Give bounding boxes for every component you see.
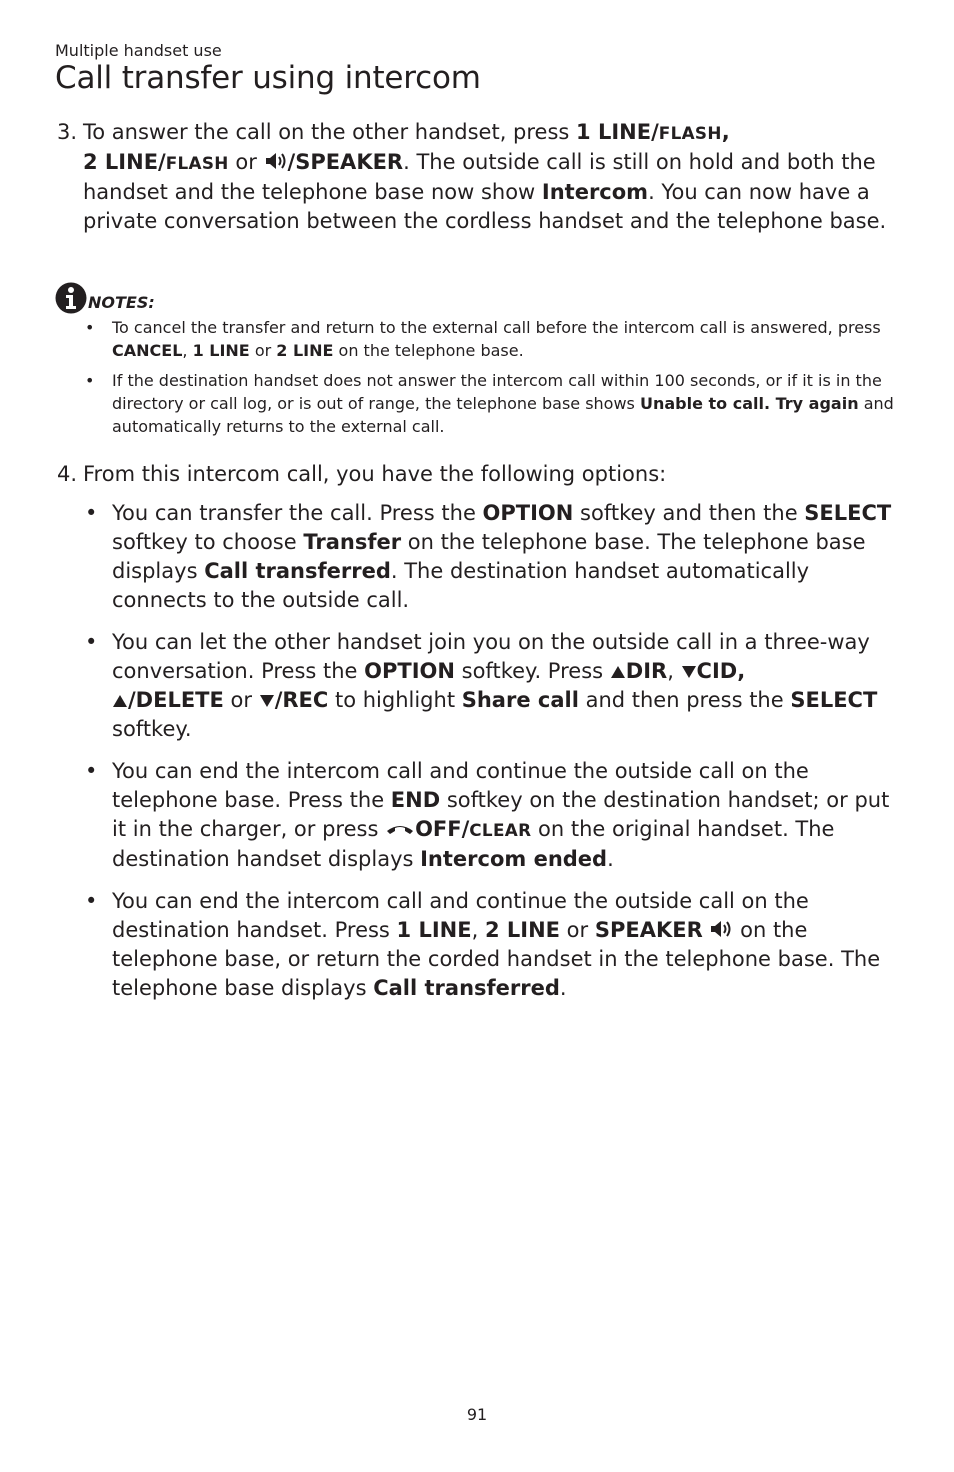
text: and automatically returns to the external call. (112, 394, 894, 436)
phone-hangup-icon (385, 822, 415, 838)
text: . The destination handset automatically connects to the outside call. (112, 559, 810, 612)
separator: , (667, 659, 681, 683)
key-cid-label: CID (696, 659, 738, 683)
text: You can end the intercom call and continue the outside call on the destination handset. Press (112, 889, 809, 942)
key-clear-label: CLEAR (469, 820, 532, 840)
text: To cancel the transfer and return to the external call before the intercom call is answered, press (112, 318, 881, 337)
key-select-label: SELECT (804, 501, 892, 525)
text: . You can now have a private conversation between the cordless handset and the telephone base. (83, 180, 887, 233)
key-delete-label: /DELETE (128, 688, 224, 712)
step-number: 4. (57, 462, 78, 486)
text: To answer the call on the other handset, press (83, 120, 577, 144)
key-2-line-label: 2 LINE (276, 341, 334, 360)
text: If the destination handset does not answer the intercom call within 100 seconds, or if it is in the directory or call log, or is out of range, the telephone base shows (112, 371, 882, 413)
key-flash-label: FLASH (165, 153, 229, 173)
text: . (607, 847, 614, 871)
step-text (57, 118, 909, 236)
key-option-label: OPTION (364, 659, 455, 683)
text: You can let the other handset join you on the outside call in a three-way conversation. Press the (112, 630, 870, 683)
key-end-label: END (390, 788, 441, 812)
display-call-transferred: Call transferred (204, 559, 391, 583)
bullet: • (85, 501, 98, 525)
text: . The outside call is still on hold and both the handset and the telephone base now show (83, 150, 876, 204)
info-icon (55, 282, 87, 314)
text: or (223, 688, 259, 712)
key-1-line-label: 1 LINE (396, 918, 472, 942)
step-3 (57, 118, 909, 236)
speaker-icon (709, 919, 733, 939)
note-item (55, 316, 909, 362)
key-speaker-label: /SPEAKER (287, 150, 404, 174)
key-2-line-label: 2 LINE (484, 918, 560, 942)
menu-transfer: Transfer (303, 530, 402, 554)
note-item (55, 369, 909, 438)
bullet: • (85, 759, 98, 783)
speaker-icon (264, 151, 288, 171)
display-intercom: Intercom (541, 180, 649, 204)
step-4 (57, 460, 909, 1016)
key-1-line-label: 1 LINE (192, 341, 250, 360)
step-intro: From this intercom call, you have the following options: (83, 462, 667, 486)
option-item (83, 628, 909, 744)
bullet: • (85, 371, 95, 390)
option-item (83, 499, 909, 615)
text: softkey and then the (573, 501, 805, 525)
text: You can transfer the call. Press the (112, 501, 483, 525)
menu-share-call: Share call (461, 688, 579, 712)
section-label: Multiple handset use (55, 41, 222, 60)
display-call-transferred: Call transferred (373, 976, 560, 1000)
up-arrow-icon (610, 664, 626, 680)
key-option-label: OPTION (482, 501, 574, 525)
text: or (249, 341, 277, 360)
key-2-line-label: 2 LINE/ (83, 150, 166, 174)
step-number: 3. (57, 120, 78, 144)
text: on the telephone base. (333, 341, 524, 360)
page-number: 91 (466, 1405, 488, 1424)
notes-section (55, 282, 909, 445)
bullet: • (85, 630, 98, 654)
display-intercom-ended: Intercom ended (420, 847, 608, 871)
separator: , (721, 120, 730, 144)
key-rec-label: /REC (274, 688, 329, 712)
key-flash-label: FLASH (658, 123, 722, 143)
text: or (560, 918, 595, 942)
key-cancel-label: CANCEL (112, 341, 183, 360)
notes-title: NOTES: (88, 293, 155, 312)
text: softkey. (112, 717, 192, 741)
separator: , (182, 341, 193, 360)
text: You can end the intercom call and continue the outside call on the telephone base. Press the (112, 759, 809, 812)
bullet: • (85, 889, 98, 913)
text: . (559, 976, 567, 1000)
text: to highlight (328, 688, 462, 712)
separator: , (471, 918, 485, 942)
key-dir-label: DIR (625, 659, 668, 683)
key-1-line-label: 1 LINE/ (576, 120, 659, 144)
option-item (83, 757, 909, 874)
separator: , (737, 659, 746, 683)
option-item (83, 887, 909, 1003)
text: or (228, 150, 264, 174)
text: softkey to choose (112, 530, 304, 554)
up-arrow-icon (112, 693, 128, 709)
key-off-label: OFF/ (415, 817, 470, 841)
text: softkey on the destination handset; or put it in the charger, or press (112, 788, 890, 841)
page-title: Call transfer using intercom (55, 60, 481, 96)
text: on the original handset. The destination handset displays (112, 817, 835, 871)
down-arrow-icon (681, 664, 697, 680)
key-select-label: SELECT (790, 688, 878, 712)
text: on the telephone base, or return the corded handset in the telephone base. The telephone base displays (112, 918, 881, 1000)
bullet: • (85, 318, 95, 337)
down-arrow-icon (259, 693, 275, 709)
key-speaker-label: SPEAKER (594, 918, 703, 942)
text: and then press the (578, 688, 791, 712)
text: softkey. Press (454, 659, 610, 683)
text: on the telephone base. The telephone base displays (112, 530, 866, 583)
display-unable-to-call: Unable to call. Try again (639, 394, 859, 413)
